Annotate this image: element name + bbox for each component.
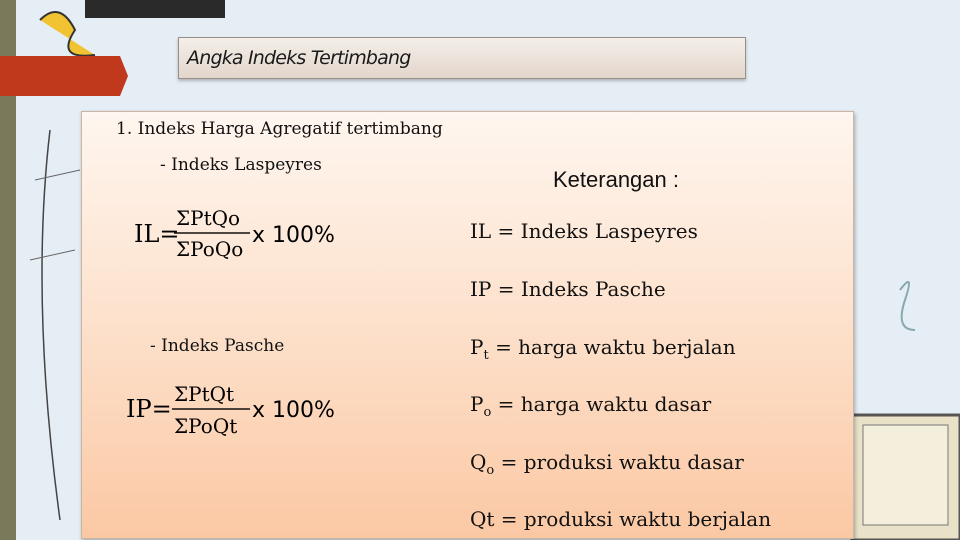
content-panel bbox=[81, 111, 854, 539]
section-heading: 1. Indeks Harga Agregatif tertimbang bbox=[116, 119, 443, 139]
definition-symbol: Qt bbox=[470, 507, 495, 531]
pasche-formula bbox=[124, 379, 394, 443]
slide-title-box bbox=[178, 37, 746, 79]
definition-row: $Q_o$ = produksi waktu dasar bbox=[470, 450, 744, 478]
definition-row: $P_t$ = harga waktu berjalan bbox=[470, 335, 736, 363]
definition-row: $P_o$ = harga waktu dasar bbox=[470, 392, 712, 420]
formula-numerator: ΣPtQo bbox=[176, 206, 241, 230]
definition-row bbox=[470, 277, 666, 305]
definition-row bbox=[470, 219, 698, 247]
definition-symbol: Q bbox=[470, 450, 487, 474]
keterangan-label: Keterangan : bbox=[553, 167, 679, 192]
definition-symbol: IP bbox=[470, 277, 492, 301]
laspeyres-subheading: - Indeks Laspeyres bbox=[160, 155, 322, 175]
definition-symbol: P bbox=[470, 335, 484, 359]
formula-lhs: IL= bbox=[134, 220, 180, 248]
formula-numerator: ΣPtQt bbox=[174, 382, 235, 406]
definition-text: = Indeks Laspeyres bbox=[497, 219, 698, 243]
definition-symbol: IL bbox=[470, 219, 492, 243]
formula-denominator: ΣPoQo bbox=[176, 237, 244, 261]
formula-lhs: IP= bbox=[126, 395, 172, 423]
pasche-subheading: - Indeks Pasche bbox=[150, 336, 285, 356]
definition-row bbox=[470, 507, 771, 535]
formula-multiplier: x 100% bbox=[252, 223, 335, 248]
definition-text: = Indeks Pasche bbox=[497, 277, 666, 301]
definition-text: = produksi waktu berjalan bbox=[500, 507, 772, 531]
definition-symbol: P bbox=[470, 392, 484, 416]
formula-multiplier: x 100% bbox=[252, 398, 335, 423]
slide-title: Angka Indeks Tertimbang bbox=[187, 47, 411, 69]
laspeyres-formula bbox=[132, 204, 397, 266]
definition-text: = produksi waktu dasar bbox=[500, 450, 744, 474]
definition-text: = harga waktu berjalan bbox=[495, 335, 736, 359]
definition-text: = harga waktu dasar bbox=[497, 392, 712, 416]
formula-denominator: ΣPoQt bbox=[174, 414, 238, 438]
